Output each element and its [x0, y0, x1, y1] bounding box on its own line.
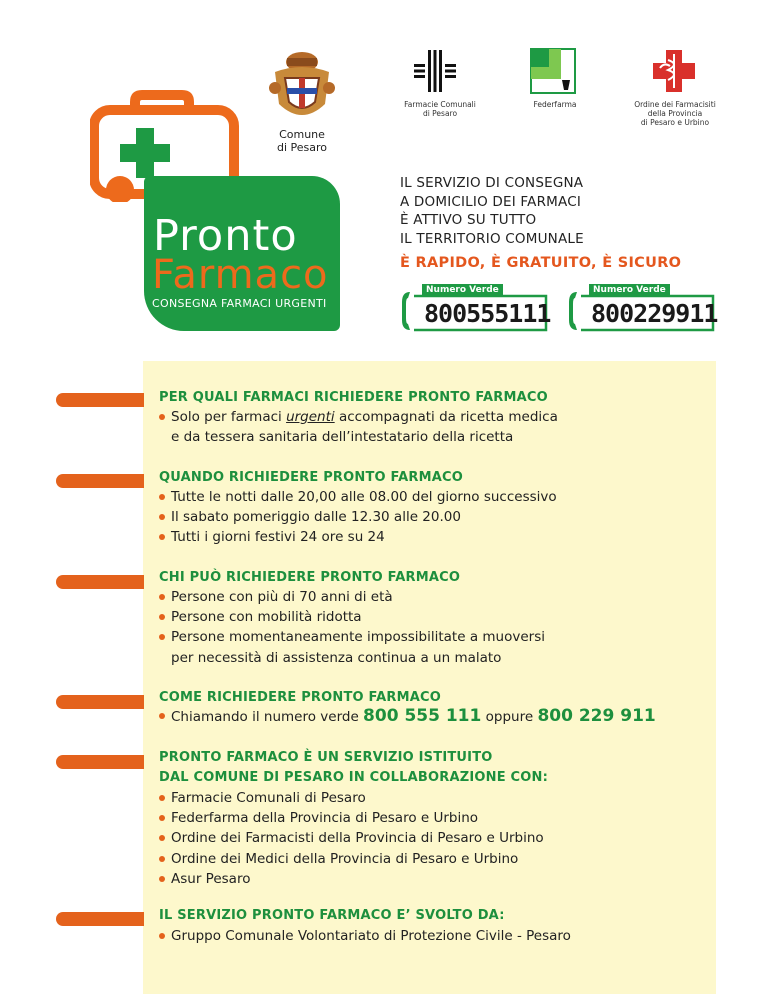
phone-highlight: 800 229 911	[537, 706, 656, 726]
list-text: per necessità di assistenza continua a un malato	[171, 649, 502, 666]
list-text: Chiamando il numero verde	[171, 709, 364, 725]
slogan: È RAPIDO, È GRATUITO, È SICURO	[400, 255, 682, 271]
list-item: Ordine dei Medici della Provincia di Pesaro e Urbino	[159, 849, 544, 869]
list-item	[159, 627, 545, 667]
section-title-line: DAL COMUNE DI PESARO IN COLLABORAZIONE CON:	[159, 770, 548, 785]
list-item: Federfarma della Provincia di Pesaro e Urbino	[159, 808, 544, 828]
comune-label	[262, 128, 342, 154]
list-item: Tutte le notti dalle 20,00 alle 08.00 del giorno successivo	[159, 487, 557, 507]
list-item: Persone con mobilità ridotta	[159, 607, 545, 627]
phone-highlight: 800 555 111	[363, 706, 482, 726]
list-item: Ordine dei Farmacisti della Provincia di Pesaro e Urbino	[159, 828, 544, 848]
section-tab	[56, 474, 144, 488]
section-tab	[56, 755, 144, 769]
phone-number-2[interactable]	[567, 284, 717, 332]
federfarma-label	[510, 100, 600, 109]
section-title: COME RICHIEDERE PRONTO FARMACO	[159, 690, 441, 705]
partner-line: Farmacie Comunali	[404, 100, 476, 109]
phone-digits: 800555111	[424, 299, 551, 328]
phone-digits: 800229911	[591, 299, 718, 328]
headline	[400, 174, 584, 248]
section-tab	[56, 393, 144, 407]
section-title-line: PRONTO FARMACO È UN SERVIZIO ISTITUITO	[159, 750, 493, 765]
list-item: Tutti i giorni festivi 24 ore su 24	[159, 527, 557, 547]
list-text: Solo per farmaci	[171, 409, 287, 425]
headline-line: IL TERRITORIO COMUNALE	[400, 230, 584, 247]
federfarma-icon	[530, 48, 576, 94]
ordine-farmacisti-label	[615, 100, 735, 127]
farmacie-comunali-label	[385, 100, 495, 118]
list-item: Farmacie Comunali di Pesaro	[159, 788, 544, 808]
section-list	[159, 487, 557, 548]
partner-line: di Pesaro	[422, 109, 458, 118]
section-list	[159, 706, 656, 727]
list-item	[159, 706, 656, 727]
section-list	[159, 587, 545, 668]
section-title	[159, 748, 548, 788]
section-title: IL SERVIZIO PRONTO FARMACO E’ SVOLTO DA:	[159, 908, 505, 923]
list-emphasis: urgenti	[286, 409, 335, 425]
partner-line: di Pesaro e Urbino	[640, 118, 710, 127]
phone-tag: Numero Verde	[422, 284, 503, 297]
section-list	[159, 788, 544, 889]
partner-line: della Provincia	[647, 109, 703, 118]
section-title: QUANDO RICHIEDERE PRONTO FARMACO	[159, 470, 463, 485]
list-item: Gruppo Comunale Volontariato di Protezione Civile - Pesaro	[159, 926, 571, 946]
partner-line: Federfarma	[533, 100, 577, 109]
list-item: Persone con più di 70 anni di età	[159, 587, 545, 607]
phone-tag: Numero Verde	[589, 284, 670, 297]
list-item: Il sabato pomeriggio dalle 12.30 alle 20.00	[159, 507, 557, 527]
section-title: PER QUALI FARMACI RICHIEDERE PRONTO FARMACO	[159, 390, 548, 405]
list-text: accompagnati da ricetta medica	[334, 409, 558, 425]
section-title: CHI PUÒ RICHIEDERE PRONTO FARMACO	[159, 570, 461, 585]
farmacie-comunali-icon	[412, 48, 458, 94]
info-panel	[143, 361, 716, 994]
comune-crest-icon	[265, 48, 339, 126]
comune-line2: di Pesaro	[276, 141, 328, 154]
list-item: Asur Pesaro	[159, 869, 544, 889]
list-item	[159, 407, 558, 447]
headline-line: IL SERVIZIO DI CONSEGNA	[400, 175, 584, 191]
section-tab	[56, 575, 144, 589]
headline-line: È ATTIVO SU TUTTO	[400, 212, 537, 228]
section-list	[159, 926, 571, 946]
comune-line1: Comune	[279, 128, 325, 141]
logo-subtitle: CONSEGNA FARMACI URGENTI	[152, 297, 327, 310]
list-text: Persone momentaneamente impossibilitate a muoversi	[171, 629, 545, 646]
section-list	[159, 407, 558, 447]
partner-line: Ordine dei Farmacisiti	[634, 100, 716, 109]
logo-word-pronto: Pronto	[153, 211, 298, 261]
section-tab	[56, 912, 144, 926]
ordine-farmacisti-icon	[650, 48, 698, 94]
list-text: oppure	[481, 709, 538, 725]
list-text: e da tessera sanitaria dell’intestatario della ricetta	[171, 429, 514, 446]
section-tab	[56, 695, 144, 709]
logo-word-farmaco: Farmaco	[152, 252, 329, 298]
headline-line: A DOMICILIO DEI FARMACI	[400, 193, 581, 210]
phone-number-1[interactable]	[400, 284, 550, 332]
